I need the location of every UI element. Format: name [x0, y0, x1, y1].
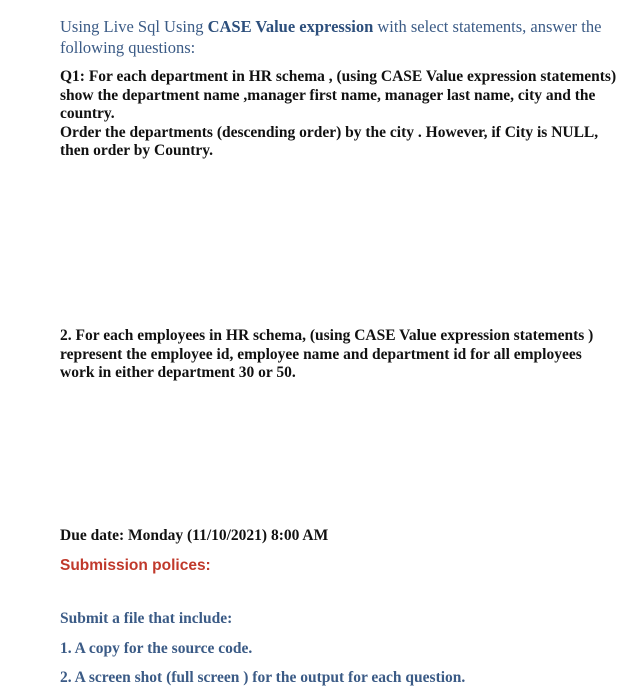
submission-item-source-code: 1. A copy for the source code. — [60, 640, 253, 657]
intro-emphasis: CASE Value expression — [207, 17, 374, 36]
intro-instructions — [60, 16, 620, 58]
submission-item-screenshot: 2. A screen shot (full screen ) for the output for each question. — [60, 669, 466, 686]
due-date: Due date: Monday (11/10/2021) 8:00 AM — [60, 527, 329, 544]
question-1 — [60, 68, 620, 161]
question-2-text: 2. For each employees in HR schema, (using CASE Value expression statements ) represent the employee id, employee name and department id for all employees work in either department 30 or 50. — [60, 327, 594, 381]
intro-prefix: Using Live Sql Using — [60, 17, 208, 36]
intro-suffix: with select statements, answer the following questions: — [60, 17, 602, 57]
question-2 — [60, 327, 620, 383]
question-1-ordering: Order the departments (descending order) by the city . However, if City is NULL, then order by Country. — [60, 123, 599, 159]
question-1-text: Q1: For each department in HR schema , (using CASE Value expression statements) show the department name ,manager first name, manager last name, city and the country. — [60, 68, 617, 122]
submission-subheading: Submit a file that include: — [60, 610, 233, 627]
submission-policies-heading: Submission polices: — [60, 557, 211, 574]
